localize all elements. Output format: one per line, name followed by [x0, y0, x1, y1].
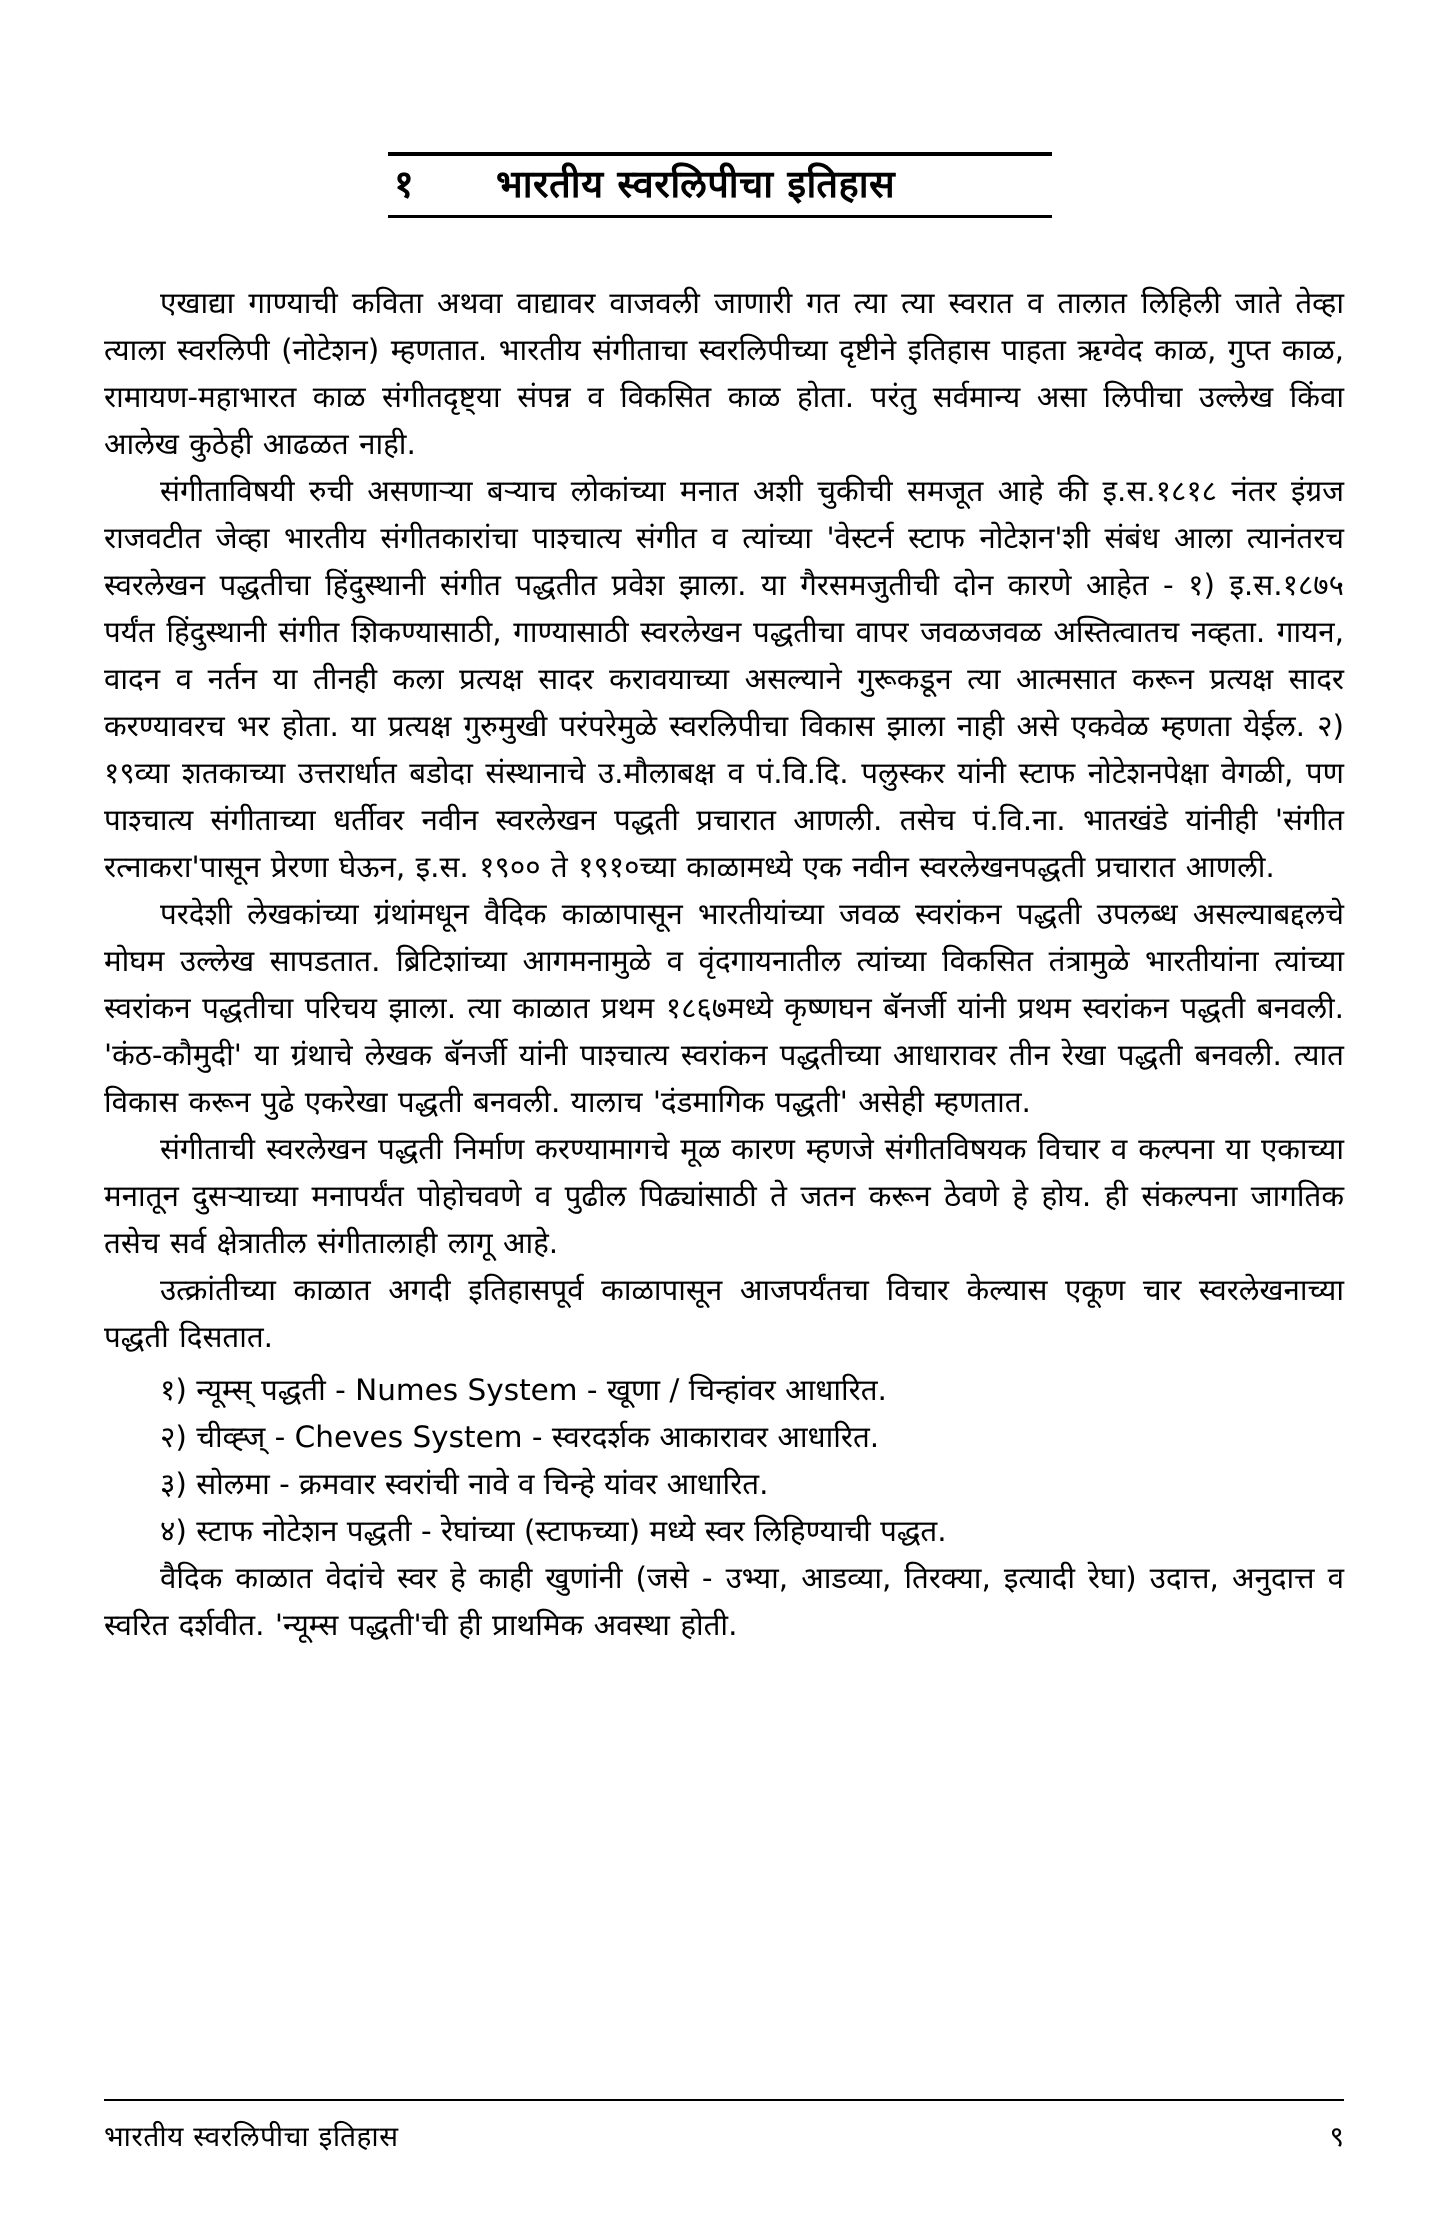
notation-systems-list [104, 1367, 1344, 1555]
list-item: २) चीव्ह्ज् - Cheves System - स्वरदर्शक आकारावर आधारित. [160, 1420, 880, 1454]
list-item: ३) सोलमा - क्रमवार स्वरांची नावे व चिन्हे यांवर आधारित. [160, 1467, 769, 1501]
paragraph: संगीताची स्वरलेखन पद्धती निर्माण करण्यामागचे मूळ कारण म्हणजे संगीतविषयक विचार व कल्पना या एकाच्या मनातून दुसऱ्याच्या मनापर्यंत पोहोचवणे व पुढील पिढ्यांसाठी ते जतन करून ठेवणे हे होय. ही संकल्पना जागतिक तसेच सर्व क्षेत्रातील संगीतालाही लागू आहे. [104, 1132, 1344, 1260]
list-item: १) न्यूम्स् पद्धती - Numes System - खूणा / चिन्हांवर आधारित. [160, 1373, 887, 1407]
page-title: भारतीय स्वरलिपीचा इतिहास [496, 162, 896, 206]
list-item: ४) स्टाफ नोटेशन पद्धती - रेघांच्या (स्टाफच्या) मध्ये स्वर लिहिण्याची पद्धत. [160, 1514, 947, 1548]
closing-paragraph: वैदिक काळात वेदांचे स्वर हे काही खुणांनी (जसे - उभ्या, आडव्या, तिरक्या, इत्यादी रेघा) उदात्त, अनुदात्त व स्वरित दर्शवीत. 'न्यूम्स पद्धती'ची ही प्राथमिक अवस्था होती. [104, 1561, 1344, 1642]
footer-page-number: ९ [1329, 2120, 1344, 2153]
paragraph: एखाद्या गाण्याची कविता अथवा वाद्यावर वाजवली जाणारी गत त्या त्या स्वरात व तालात लिहिली जाते तेव्हा त्याला स्वरलिपी (नोटेशन) म्हणतात. भारतीय संगीताचा स्वरलिपीच्या दृष्टीने इतिहास पाहता ऋग्वेद काळ, गुप्त काळ, रामायण-महाभारत काळ संगीतदृष्ट्या संपन्न व विकसित काळ होता. परंतु सर्वमान्य असा लिपीचा उल्लेख किंवा आलेख कुठेही आढळत नाही. [104, 286, 1344, 461]
footer-rule [104, 2099, 1344, 2101]
heading-rule-bottom [388, 215, 1052, 218]
paragraph: संगीताविषयी रुची असणाऱ्या बऱ्याच लोकांच्या मनात अशी चुकीची समजूत आहे की इ.स.१८१८ नंतर इंग्रज राजवटीत जेव्हा भारतीय संगीतकारांचा पाश्चात्य संगीत व त्यांच्या 'वेस्टर्न स्टाफ नोटेशन'शी संबंध आला त्यानंतरच स्वरलेखन पद्धतीचा हिंदुस्थानी संगीत पद्धतीत प्रवेश झाला. या गैरसमजुतीची दोन कारणे आहेत - १) इ.स.१८७५ पर्यंत हिंदुस्थानी संगीत शिकण्यासाठी, गाण्यासाठी स्वरलेखन पद्धतीचा वापर जवळजवळ अस्तित्वातच नव्हता. गायन, वादन व नर्तन या तीनही कला प्रत्यक्ष सादर करावयाच्या असल्याने गुरूकडून त्या आत्मसात करून प्रत्यक्ष सादर करण्यावरच भर होता. या प्रत्यक्ष गुरुमुखी परंपरेमुळे स्वरलिपीचा विकास झाला नाही असे एकवेळ म्हणता येईल. २) १९व्या शतकाच्या उत्तरार्धात बडोदा संस्थानाचे उ.मौलाबक्ष व पं.वि.दि. पलुस्कर यांनी स्टाफ नोटेशनपेक्षा वेगळी, पण पाश्चात्य संगीताच्या धर्तीवर नवीन स्वरलेखन पद्धती प्रचारात आणली. तसेच पं.वि.ना. भातखंडे यांनीही 'संगीत रत्नाकरा'पासून प्रेरणा घेऊन, इ.स. १९०० ते १९१०च्या काळामध्ये एक नवीन स्वरलेखनपद्धती प्रचारात आणली. [104, 474, 1344, 884]
chapter-number: १ [394, 162, 414, 206]
body-text-column [104, 280, 1344, 1649]
footer-row [104, 2117, 1344, 2155]
chapter-title-row [388, 156, 1052, 215]
chapter-heading [388, 152, 1052, 218]
paragraph: परदेशी लेखकांच्या ग्रंथांमधून वैदिक काळापासून भारतीयांच्या जवळ स्वरांकन पद्धती उपलब्ध असल्याबद्दलचे मोघम उल्लेख सापडतात. ब्रिटिशांच्या आगमनामुळे व वृंदगायनातील त्यांच्या विकसित तंत्रामुळे भारतीयांना त्यांच्या स्वरांकन पद्धतीचा परिचय झाला. त्या काळात प्रथम १८६७मध्ये कृष्णघन बॅनर्जी यांनी प्रथम स्वरांकन पद्धती बनवली. 'कंठ-कौमुदी' या ग्रंथाचे लेखक बॅनर्जी यांनी पाश्चात्य स्वरांकन पद्धतीच्या आधारावर तीन रेखा पद्धती बनवली. त्यात विकास करून पुढे एकरेखा पद्धती बनवली. यालाच 'दंडमागिक पद्धती' असेही म्हणतात. [104, 897, 1344, 1119]
paragraph: उत्क्रांतीच्या काळात अगदी इतिहासपूर्व काळापासून आजपर्यंतचा विचार केल्यास एकूण चार स्वरलेखनाच्या पद्धती दिसतात. [104, 1273, 1344, 1354]
footer-running-title: भारतीय स्वरलिपीचा इतिहास [104, 2120, 399, 2153]
page-footer [104, 2099, 1344, 2155]
